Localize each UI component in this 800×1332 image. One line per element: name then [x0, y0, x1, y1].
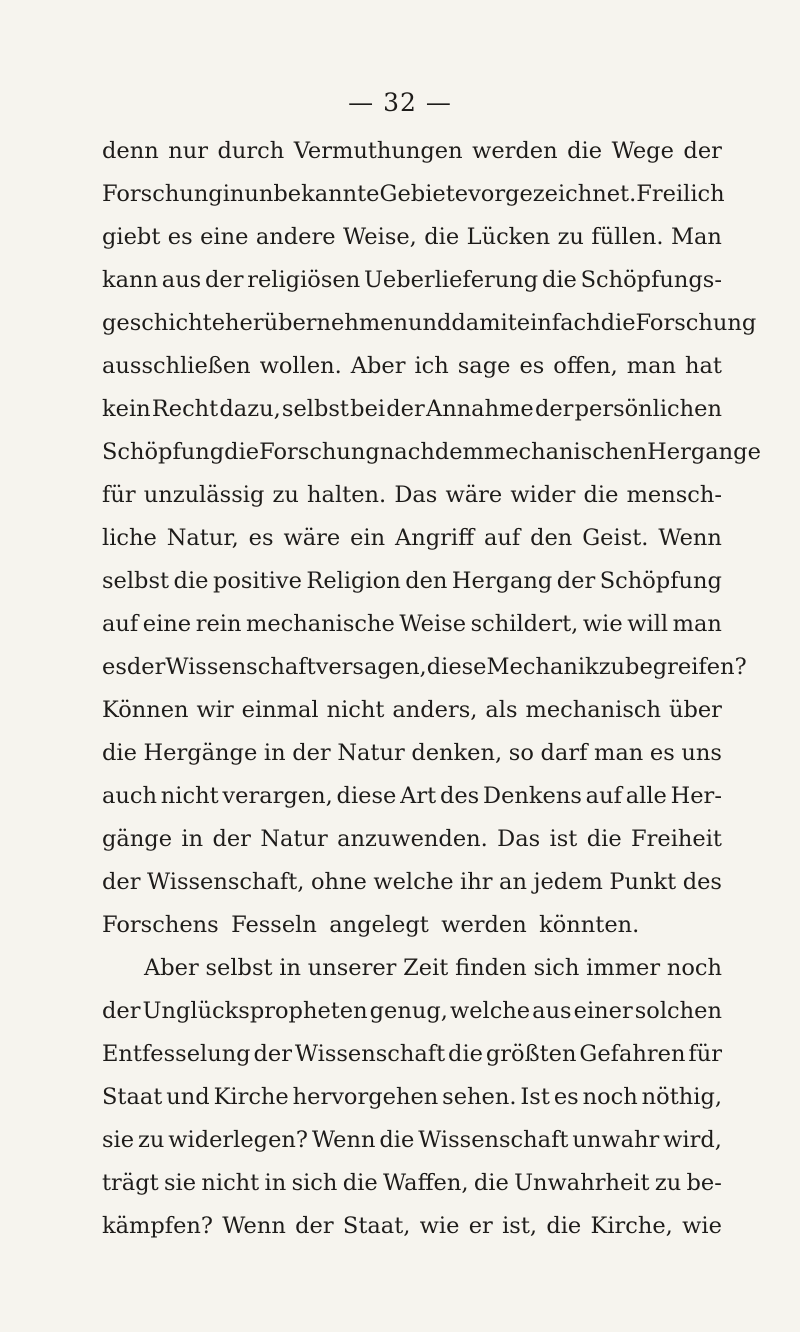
text-line: sie zu widerlegen? Wenn die Wissenschaft unwahr wird,	[102, 1127, 722, 1153]
body-text	[102, 130, 761, 1248]
text-line: giebt es eine andere Weise, die Lücken zu füllen. Man	[102, 224, 722, 250]
text-line: kann aus der religiösen Ueberlieferung die Schöpfungs-	[102, 267, 722, 293]
text-line: kämpfen? Wenn der Staat, wie er ist, die Kirche, wie	[102, 1213, 722, 1239]
text-line: denn nur durch Vermuthungen werden die Wege der	[102, 138, 722, 164]
page-number: — 32 —	[348, 88, 452, 117]
text-line: geschichte herübernehmen und damit einfach die Forschung	[102, 310, 757, 336]
text-line: trägt sie nicht in sich die Waffen, die Unwahrheit zu be-	[102, 1170, 722, 1196]
text-line: gänge in der Natur anzuwenden. Das ist die Freiheit	[102, 826, 722, 852]
text-line: der Wissenschaft, ohne welche ihr an jedem Punkt des	[102, 869, 722, 895]
text-line: Forschens Fesseln angelegt werden könnten.	[102, 912, 640, 938]
text-line: die Hergänge in der Natur denken, so darf man es uns	[102, 740, 722, 766]
text-line: auf eine rein mechanische Weise schildert, wie will man	[102, 611, 722, 637]
text-line: kein Recht dazu, selbst bei der Annahme der persönlichen	[102, 396, 722, 422]
text-line: Schöpfung die Forschung nach dem mechanischen Hergange	[102, 439, 761, 465]
text-line: es der Wissenschaft versagen, diese Mechanik zu begreifen?	[102, 654, 747, 680]
text-line: für unzulässig zu halten. Das wäre wider die mensch-	[102, 482, 722, 508]
text-line: Entfesselung der Wissenschaft die größten Gefahren für	[102, 1041, 722, 1067]
text-line: der Unglücksprophеten genug, welche aus einer solchen	[102, 998, 722, 1024]
text-line: Forschung in unbekannte Gebiete vorgezeichnet. Freilich	[102, 181, 725, 207]
text-line: liche Natur, es wäre ein Angriff auf den Geist. Wenn	[102, 525, 722, 551]
text-line: Staat und Kirche hervorgehen sehen. Ist es noch nöthig,	[102, 1084, 722, 1110]
text-line: auch nicht verargen, diese Art des Denkens auf alle Her-	[102, 783, 722, 809]
text-line: ausschließen wollen. Aber ich sage es offen, man hat	[102, 353, 722, 379]
text-line: Können wir einmal nicht anders, als mechanisch über	[102, 697, 722, 723]
text-line: Aber selbst in unserer Zeit finden sich immer noch	[144, 955, 722, 981]
text-line: selbst die positive Religion den Hergang der Schöpfung	[102, 568, 722, 594]
